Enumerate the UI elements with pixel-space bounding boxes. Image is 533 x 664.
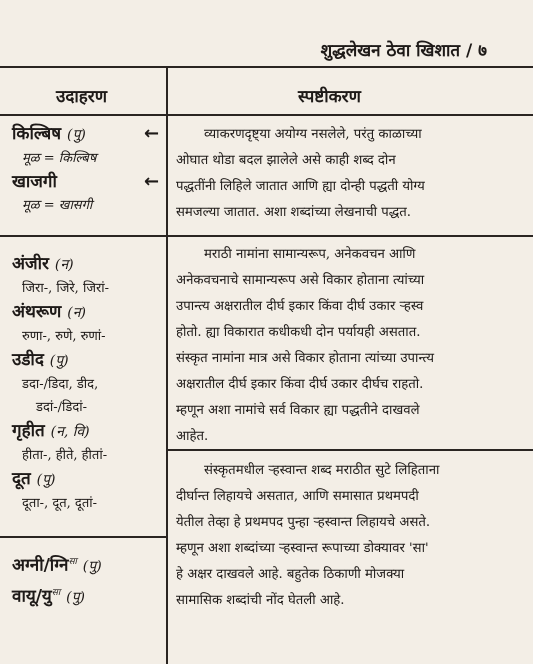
entry-kilbish [12, 122, 162, 147]
entry-vayu [12, 581, 162, 610]
row-rule-1 [0, 235, 533, 237]
grammar-tag: (न) [67, 305, 86, 321]
row-1-explanation [176, 122, 522, 226]
para-line: दीर्घान्त लिहायचे असतात, आणि समासात प्रथमपदी [176, 489, 419, 504]
headword: वायू/यु [12, 586, 52, 607]
running-head: शुद्धलेखन ठेवा खिशात / ७ [320, 41, 487, 61]
grammar-tag: (पु) [82, 558, 102, 575]
grammar-tag: (न, वि) [50, 424, 90, 440]
row-1-examples [12, 122, 162, 217]
para-line: येतील तेव्हा हे प्रथमपद पुन्हा ऱ्हस्वान्त लिहायचे असते. [176, 515, 431, 530]
column-title-examples: उदाहरण [56, 87, 108, 107]
para-line: ओघात थोडा बदल झालेले असे काही शब्द दोन [176, 153, 396, 168]
entry-udid [12, 348, 162, 373]
para-line: होतो. ह्या विकारात कधीकधी दोन पर्यायही असतात. [176, 325, 421, 340]
row-rule-2-left [0, 536, 167, 538]
para-line: अनेकवचनाचे सामान्यरूप असे विकार होताना त्यांच्या [176, 273, 425, 288]
para-line: व्याकरणदृष्ट्या अयोग्य नसलेले, परंतु काळाच्या [204, 127, 422, 142]
inflections: डदा-/डिदा, डीद, [22, 377, 99, 392]
row-2-examples [12, 252, 162, 515]
headword: किल्बिष [12, 124, 62, 144]
inflections: जिरा-, जिरे, जिरां- [22, 281, 110, 296]
root-form: मूळ = खासगी [22, 198, 93, 213]
entry-gruhit [12, 419, 162, 444]
para-line: हे अक्षर दाखवले आहे. बहुतेक ठिकाणी मोजक्या [176, 567, 405, 582]
para-line: म्हणून अशा नामांचे सर्व विकार ह्या पद्धतीने दाखवले [176, 403, 420, 418]
headword: अग्नी/ग्नि [12, 555, 69, 576]
headword: अंजीर [12, 254, 49, 274]
entry-agni [12, 550, 162, 579]
header-rule [0, 66, 533, 68]
column-title-explanation: स्पष्टीकरण [298, 87, 361, 107]
para-line: सामासिक शब्दांची नोंद घेतली आहे. [176, 593, 345, 608]
grammar-tag: (पु) [66, 127, 86, 143]
inflections: दूता-, दूत, दूतां- [22, 496, 97, 511]
sa-marker: सा [68, 557, 77, 567]
headword: अंथरूण [12, 302, 62, 322]
grammar-tag: (पु) [49, 353, 69, 369]
para-line: संस्कृतमधील ऱ्हस्वान्त शब्द मराठीत सुटे लिहिताना [204, 463, 440, 478]
grammar-tag: (न) [54, 257, 74, 273]
para-line: अक्षरातील दीर्घ इकार किंवा दीर्घ उकार दीर्घच राहतो. [176, 377, 424, 392]
row-3-explanation [176, 458, 522, 614]
column-divider [166, 66, 168, 664]
headword: उडीद [12, 350, 44, 370]
entry-dut [12, 467, 162, 492]
row-3-examples [12, 550, 162, 609]
headword: खाजगी [12, 172, 57, 192]
para-line: आहेत. [176, 429, 209, 444]
inflections: रुणा-, रुणे, रुणां- [22, 329, 106, 344]
entry-anjir [12, 252, 162, 277]
para-line: उपान्त्य अक्षरातील दीर्घ इकार किंवा दीर्घ उकार ऱ्हस्व [176, 299, 424, 314]
title-rule [0, 114, 533, 116]
sa-marker: सा [51, 587, 61, 598]
inflections: डदां-/डिदां- [36, 400, 87, 415]
para-line: समजल्या जातात. अशा शब्दांच्या लेखनाची पद्धत. [176, 205, 411, 220]
inflections: हीता-, हीते, हीतां- [22, 448, 108, 463]
para-line: मराठी नामांना सामान्यरूप, अनेकवचन आणि [204, 247, 416, 262]
entry-antharun [12, 300, 162, 325]
para-line: पद्धतींनी लिहिले जातात आणि ह्या दोन्ही पद्धती योग्य [176, 179, 425, 194]
grammar-tag: (पु) [66, 589, 86, 606]
para-line: म्हणून अशा शब्दांच्या ऱ्हस्वान्त रूपाच्या डोक्यावर 'सा' [176, 541, 429, 556]
grammar-tag: (पु) [36, 472, 56, 488]
row-2-explanation [176, 242, 522, 450]
headword: दूत [12, 469, 31, 489]
arrow-left-icon: ← [144, 123, 160, 144]
root-form: मूळ = किल्बिष [22, 151, 97, 166]
headword: गृहीत [12, 421, 45, 441]
arrow-left-icon: ← [144, 171, 160, 192]
entry-khajagi [12, 170, 162, 194]
para-line: संस्कृत नामांना मात्र असे विकार होताना त्यांच्या उपान्त्य [176, 351, 434, 366]
